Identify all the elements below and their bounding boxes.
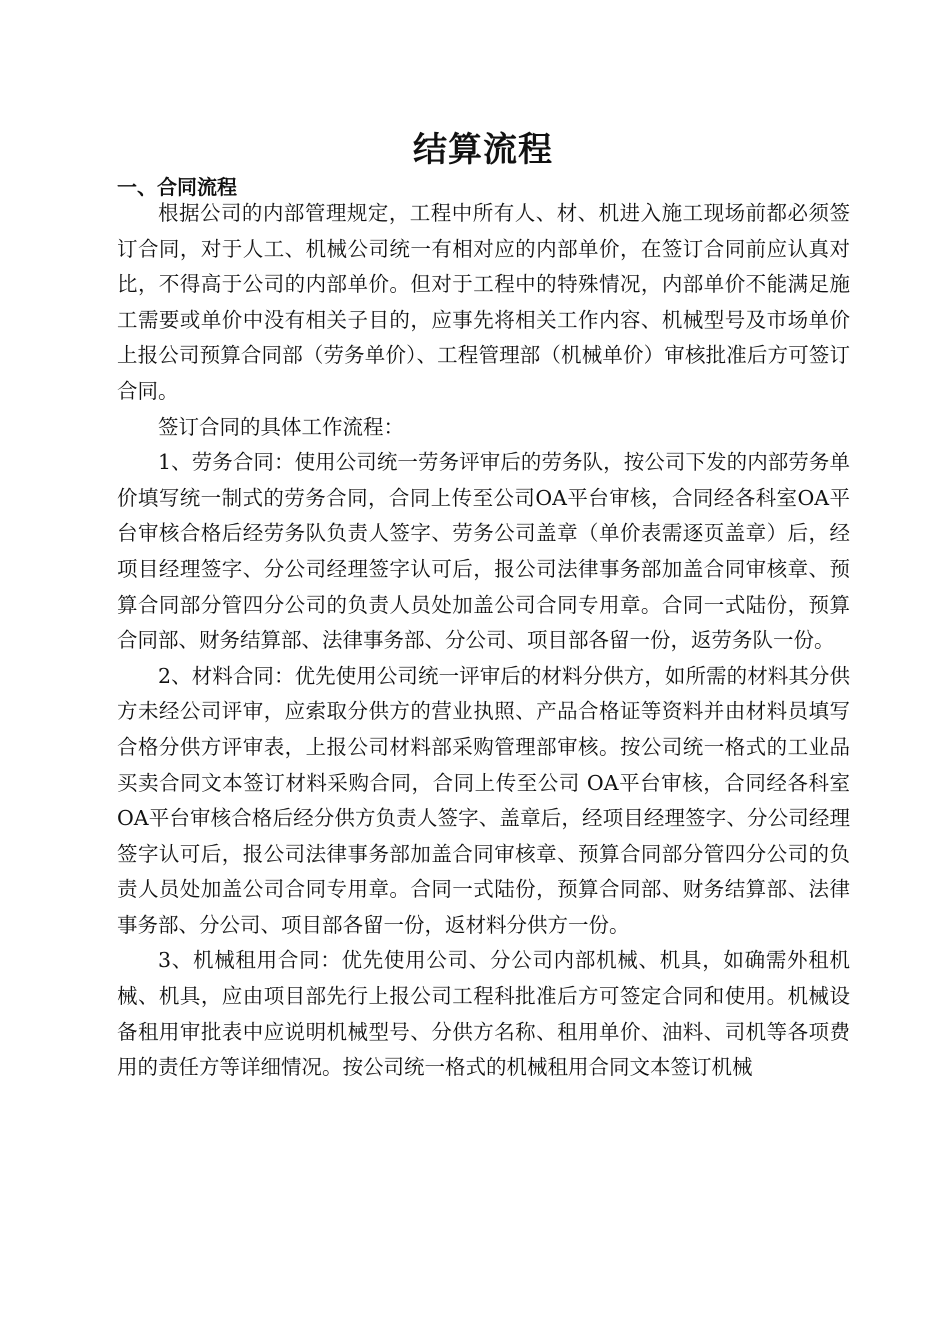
paragraph-material-contract: 2、材料合同：优先使用公司统一评审后的材料分供方，如所需的材料其分供方未经公司评审，应索取分供方的营业执照、产品合格证等资料并由材料员填写合格分供方评审表，上报公司材料部采购管理部审核。按公司统一格式的工业品买卖合同文本签订材料采购合同，合同上传至公司 OA平台审核，合同经各科室OA平台审核合格后经分供方负责人签字、盖章后，经项目经理签字、分公司经理签字认可后，报公司法律事务部加盖合同审核章、预算合同部分管四分公司的负责人员处加盖公司合同专用章。合同一式陆份，预算合同部、财务结算部、法律事务部、分公司、项目部各留一份，返材料分供方一份。 <box>117 663 850 937</box>
paragraph-labor-contract: 1、劳务合同：使用公司统一劳务评审后的劳务队，按公司下发的内部劳务单价填写统一制式的劳务合同，合同上传至公司OA平台审核，合同经各科室OA平台审核合格后经劳务队负责人签字、劳务公司盖章（单价表需逐页盖章）后，经项目经理签字、分公司经理签字认可后，报公司法律事务部加盖合同审核章、预算合同部分管四分公司的负责人员处加盖公司合同专用章。合同一式陆份，预算合同部、财务结算部、法律事务部、分公司、项目部各留一份，返劳务队一份。 <box>117 450 850 653</box>
paragraph-workflow-intro: 签订合同的具体工作流程： <box>158 414 404 439</box>
document-body <box>117 196 850 1086</box>
document-title: 结算流程 <box>413 130 553 170</box>
section-heading: 一、合同流程 <box>117 175 237 199</box>
paragraph-machinery-contract: 3、机械租用合同：优先使用公司、分公司内部机械、机具，如确需外租机械、机具，应由项目部先行上报公司工程科批准后方可签定合同和使用。机械设备租用审批表中应说明机械型号、分供方名称、租用单价、油料、司机等各项费用的责任方等详细情况。按公司统一格式的机械租用合同文本签订机械 <box>117 948 850 1080</box>
paragraph-intro: 根据公司的内部管理规定，工程中所有人、材、机进入施工现场前都必须签订合同，对于人工、机械公司统一有相对应的内部单价，在签订合同前应认真对比，不得高于公司的内部单价。但对于工程中的特殊情况，内部单价不能满足施工需要或单价中没有相关子目的，应事先将相关工作内容、机械型号及市场单价上报公司预算合同部（劳务单价）、工程管理部（机械单价）审核批准后方可签订合同。 <box>117 201 850 403</box>
